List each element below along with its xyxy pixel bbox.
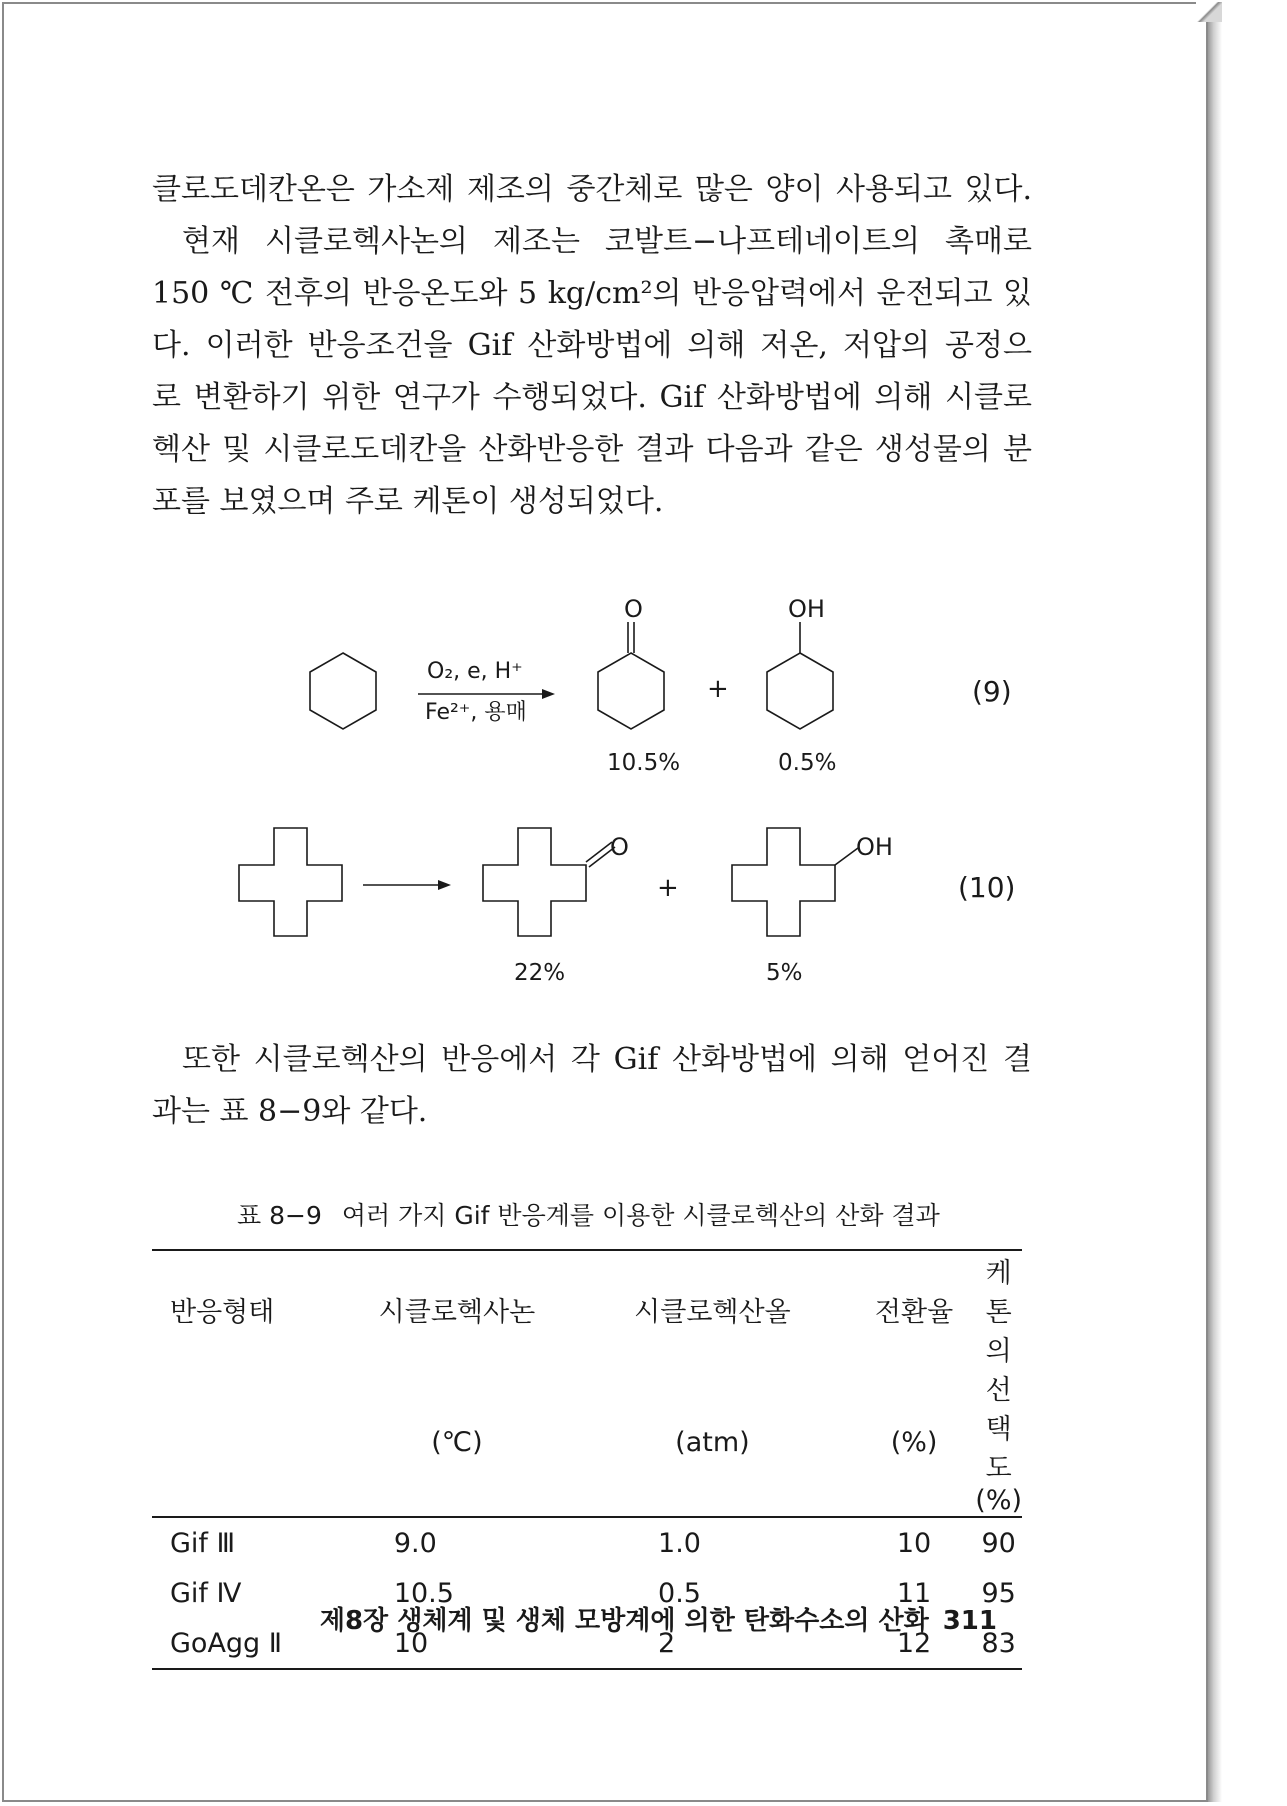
- cyclohexanone-structure: [598, 653, 664, 729]
- alcohol-oh-label: OH: [856, 833, 893, 861]
- table-header-row: [152, 1368, 1022, 1517]
- table-header-cell: 케톤의: [985, 1258, 1012, 1367]
- table-cell: 11: [896, 1577, 932, 1609]
- alcohol-yield: 5%: [766, 960, 803, 986]
- reagents-bottom: Fe²⁺, 용매: [425, 700, 527, 725]
- paragraph-line: 현재 시클로헥사논의 제조는 코발트−나프테네이트의 촉매로: [182, 224, 1032, 259]
- table-cell: 10.5: [393, 1577, 454, 1609]
- chapter-title: 제8장 생체계 및 생체 모방계에 의한 탄화수소의 산화: [319, 1606, 929, 1636]
- table-caption-number: 표 8−9: [237, 1201, 322, 1230]
- table-header-cell: [152, 1368, 342, 1517]
- ketone-oxygen-label: O: [610, 833, 629, 861]
- table-cell: 0.5: [658, 1577, 701, 1609]
- table-header-cell: 시클로헥사논: [378, 1297, 536, 1328]
- ketone-yield: 10.5%: [607, 750, 681, 776]
- table-cell: 10: [896, 1527, 932, 1559]
- table-cell: 1.0: [658, 1527, 701, 1559]
- paragraph-line: 또한 시클로헥산의 반응에서 각 Gif 산화방법에 의해 얻어진 결: [182, 1042, 1032, 1077]
- paragraph-line: 헥산 및 시클로도데칸을 산화반응한 결과 다음과 같은 생성물의 분: [152, 432, 1032, 467]
- alcohol-oh-label: OH: [788, 595, 825, 623]
- paragraph-line: 다. 이러한 반응조건을 Gif 산화방법에 의해 저온, 저압의 공정으: [152, 328, 1032, 363]
- reagents-top: O₂, e, H⁺: [427, 659, 523, 684]
- table-cell: 83: [981, 1627, 1016, 1659]
- reaction-9: [310, 622, 833, 729]
- arrow-head: [438, 880, 451, 890]
- paragraph-2: [152, 1034, 1032, 1138]
- arrow-head: [542, 689, 555, 699]
- table-cell: GoAgg Ⅱ: [170, 1627, 283, 1659]
- table-caption-text: 여러 가지 Gif 반응계를 이용한 시클로헥산의 산화 결과: [341, 1201, 940, 1230]
- plus-sign: +: [707, 674, 729, 704]
- table-cell: Gif Ⅲ: [170, 1527, 236, 1559]
- table-header-cell: 전환율: [874, 1297, 954, 1328]
- running-footer: [320, 1600, 997, 1637]
- alcohol-yield: 0.5%: [778, 750, 837, 776]
- ketone-oxygen-label: O: [624, 595, 643, 623]
- table-cell: 10: [393, 1627, 429, 1659]
- paragraph-line: 과는 표 8−9와 같다.: [152, 1094, 428, 1129]
- table-header-row: [152, 1250, 1022, 1368]
- table-caption: [237, 1196, 940, 1232]
- table-cell: 2: [658, 1627, 676, 1659]
- table-cell: 95: [981, 1577, 1016, 1609]
- table-cell: Gif Ⅳ: [170, 1577, 242, 1609]
- table-header-cell: 선택도(%): [975, 1375, 1023, 1516]
- plus-sign: +: [657, 873, 679, 903]
- table-header-cell: (%): [890, 1426, 938, 1458]
- cyclohexanol-structure: [767, 653, 833, 729]
- table-header-cell: (℃): [431, 1426, 483, 1458]
- table-cell: 9.0: [393, 1527, 437, 1559]
- paragraph-line: 포를 보였으며 주로 케톤이 생성되었다.: [152, 484, 664, 519]
- cyclododecanone-structure: [483, 828, 586, 936]
- paragraph-line: 클로도데칸온은 가소제 제조의 중간체로 많은 양이 사용되고 있다.: [152, 172, 1032, 207]
- cyclododecane-structure: [239, 828, 342, 936]
- equation-number-10: (10): [958, 871, 1016, 904]
- hydroxyl-bond: [835, 848, 858, 865]
- cyclododecanol-structure: [732, 828, 835, 936]
- equation-number-9: (9): [972, 675, 1012, 708]
- reaction-10: [239, 828, 858, 936]
- cyclohexane-structure: [310, 653, 376, 729]
- table-header-cell: (atm): [675, 1426, 750, 1458]
- table-row: [152, 1517, 1022, 1568]
- table-header-cell: 시클로헥산올: [634, 1297, 791, 1328]
- page-number: 311: [942, 1606, 997, 1636]
- paragraph-line: 150 ℃ 전후의 반응온도와 5 kg/cm²의 반응압력에서 운전되고 있: [152, 276, 1032, 311]
- table-header-cell: 반응형태: [170, 1297, 275, 1328]
- paragraph-line: 로 변환하기 위한 연구가 수행되었다. Gif 산화방법에 의해 시클로: [152, 380, 1032, 415]
- table-cell: 90: [981, 1527, 1016, 1559]
- table-cell: 12: [896, 1627, 932, 1659]
- ketone-yield: 22%: [514, 960, 566, 986]
